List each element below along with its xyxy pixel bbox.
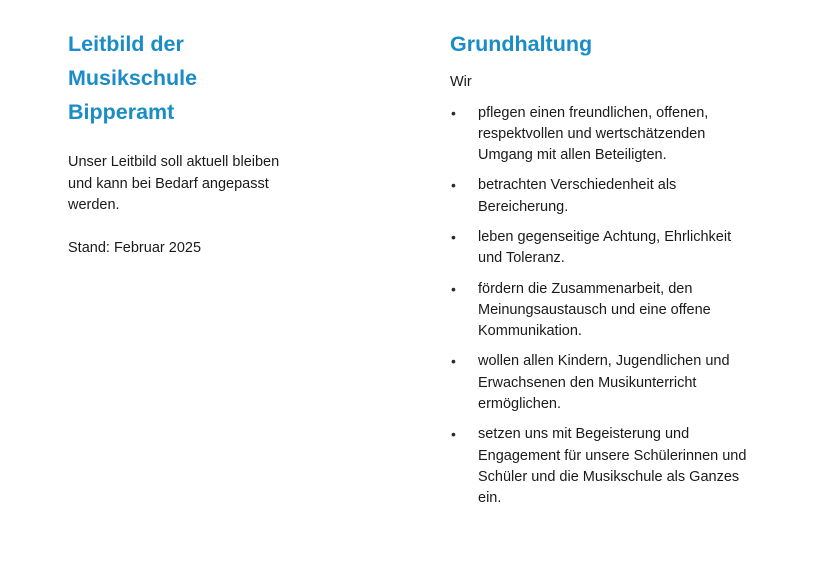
list-item-text: Kommunikation. xyxy=(478,323,582,340)
list-item-text: ermöglichen. xyxy=(478,396,562,413)
intro-line: Unser Leitbild soll aktuell bleiben xyxy=(68,154,280,170)
list-item-text: Engagement für unsere Schülerinnen und xyxy=(478,447,747,464)
values-list xyxy=(450,103,790,510)
list-item xyxy=(450,103,790,167)
list-item xyxy=(450,227,790,270)
bullet-icon: • xyxy=(451,353,456,370)
bullet-icon: • xyxy=(451,177,456,194)
list-item-text: pflegen einen freundlichen, offenen, xyxy=(478,104,709,121)
list-item-text: leben gegenseitige Achtung, Ehrlichkeit xyxy=(478,228,732,245)
intro-line: werden. xyxy=(68,197,120,213)
list-item-text: Umgang mit allen Beteiligten. xyxy=(478,147,667,164)
bullet-icon: • xyxy=(451,228,456,245)
list-item-text: Meinungsaustausch und eine offene xyxy=(478,301,711,318)
section-heading: Grundhaltung xyxy=(450,32,593,56)
list-item-text: wollen allen Kindern, Jugendlichen und xyxy=(478,353,730,370)
list-item xyxy=(450,424,790,509)
list-item-text: setzen uns mit Begeisterung und xyxy=(478,426,690,443)
list-item-text: Schüler und die Musikschule als Ganzes xyxy=(478,468,740,485)
list-item-text: respektvollen und wertschätzenden xyxy=(478,125,706,142)
list-item-text: betrachten Verschiedenheit als xyxy=(478,177,677,194)
bullet-icon: • xyxy=(451,426,456,443)
list-item xyxy=(450,175,790,218)
title-line: Musikschule xyxy=(68,66,198,90)
lead-text: Wir xyxy=(450,74,472,90)
stand-date: Stand: Februar 2025 xyxy=(68,239,202,256)
bullet-icon: • xyxy=(451,280,456,297)
right-column xyxy=(450,27,790,519)
list-item-text: Bereicherung. xyxy=(478,198,569,215)
page-title xyxy=(68,27,368,129)
bullet-icon: • xyxy=(451,104,456,121)
left-column xyxy=(68,27,368,259)
title-line: Bipperamt xyxy=(68,100,175,124)
title-line: Leitbild der xyxy=(68,32,184,56)
list-item xyxy=(450,279,790,343)
list-item-text: ein. xyxy=(478,490,502,507)
intro-line: und kann bei Bedarf angepasst xyxy=(68,175,269,192)
intro-paragraph xyxy=(68,152,368,217)
list-item-text: Erwachsenen den Musikunterricht xyxy=(478,374,697,391)
list-item-text: und Toleranz. xyxy=(478,250,565,267)
list-item-text: fördern die Zusammenarbeit, den xyxy=(478,280,693,297)
list-item xyxy=(450,351,790,415)
